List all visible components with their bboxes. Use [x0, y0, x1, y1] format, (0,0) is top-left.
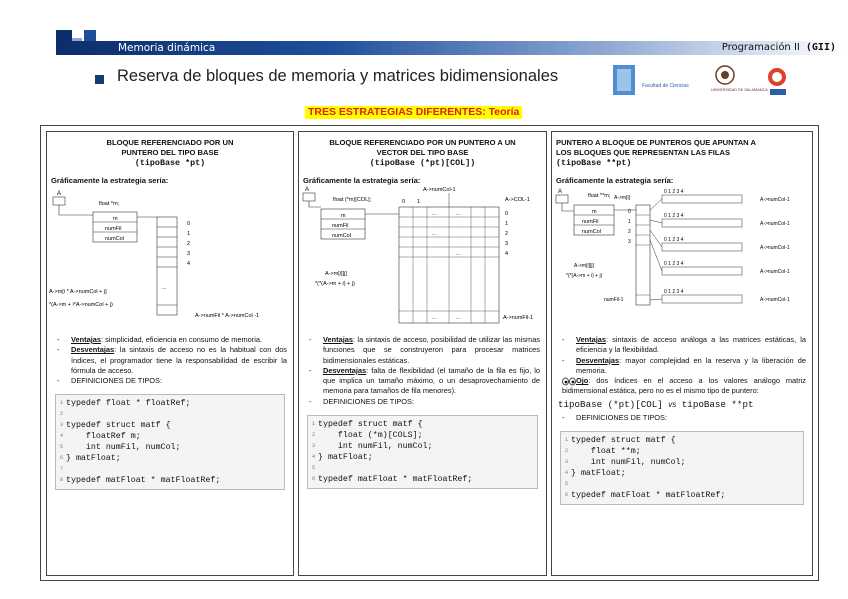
code-line: } matFloat; [318, 453, 373, 463]
type-right: tipoBase **pt [681, 398, 754, 410]
row-index-3: 3 [505, 241, 509, 247]
index-0: 0 [187, 221, 191, 227]
disadvantages-item [57, 345, 287, 376]
advantages-item [57, 335, 287, 345]
column-strategy-2 [298, 131, 547, 576]
logo-text-faculty: Facultad de Ciencias [642, 83, 689, 89]
notes-list [552, 413, 812, 423]
title-line-1: BLOQUE REFERENCIADO POR UN [106, 138, 234, 147]
code-block: 1 typedef struct matf { 2 float **m; 3 int numFil, numCol; 4 } matFloat; 5 6 typedef matFloat * matFloatRef; [560, 431, 804, 505]
title-code: (tipoBase (*pt)[COL]) [369, 158, 476, 168]
row-block [650, 195, 742, 303]
disadvantages-text: : falta de flexibilidad (el tamaño de la fila es fijo, lo que implica un tamaño máximo, o un desaprovechamiento de memoria para tamaños de fila menores). [323, 365, 540, 396]
access-expr-2: *(*(A->m + i) + j) [315, 281, 355, 287]
access-expr-2: *(A->m + i*A->numCol + j) [49, 302, 113, 308]
bullet-square [95, 75, 104, 84]
column-strategy-3 [551, 131, 813, 576]
code-line: typedef matFloat * matFloatRef; [318, 475, 473, 485]
typedefs-item: - DEFINICIONES DE TIPOS: [57, 376, 287, 386]
code-line: int numFil, numCol; [571, 458, 686, 468]
row-end-label: A->numCol-1 [760, 197, 790, 203]
advantages-item [309, 335, 540, 366]
matrix-dots: ... [432, 211, 437, 217]
code-line: int numFil, numCol; [66, 443, 181, 453]
row-end-label: A->numCol-1 [760, 221, 790, 227]
diagram-svg [299, 185, 547, 335]
vs-word: vs [668, 399, 677, 409]
section-title: Memoria dinámica [118, 42, 216, 54]
advantages-label: Ventajas [323, 335, 353, 344]
access-expr-1: A->m[i][j] [325, 271, 347, 277]
title-code: (tipoBase *pt) [134, 158, 206, 168]
typedefs-item: - DEFINICIONES DE TIPOS: [309, 397, 540, 407]
advantages-text: : simplicidad, eficiencia en consumo de memoria. [101, 335, 263, 344]
column-strategy-1 [46, 131, 294, 576]
pointer-arrow [562, 203, 574, 211]
access-expr-2: *(*(A->m + i) + j) [566, 273, 603, 279]
numfil-label: numFil-1 [604, 297, 624, 303]
row-index-1: 1 [505, 221, 509, 227]
title-code: (tipoBase **pt) [556, 158, 632, 168]
code-line: int numFil, numCol; [318, 442, 433, 452]
type-left: tipoBase (*pt)[COL] [558, 398, 663, 410]
bottom-label: A->numFil-1 [503, 315, 534, 321]
declaration: float (*m)[COL]; [333, 197, 372, 203]
field-numcol: numCol [582, 229, 601, 235]
notes-list [299, 335, 546, 407]
row-index-2: 2 [628, 229, 631, 235]
advantages-item [562, 335, 806, 356]
pointer-box [556, 195, 568, 203]
pointer-label: A [558, 189, 563, 195]
disadvantages-label: Desventajas [576, 355, 620, 365]
code-line: floatRef m; [66, 432, 141, 442]
index-2: 2 [187, 241, 191, 247]
disadvantages-label: Desventajas [71, 345, 115, 355]
code-line: typedef matFloat * matFloatRef; [66, 476, 221, 486]
matrix-dots: ... [432, 231, 437, 237]
row-index-0: 0 [505, 211, 509, 217]
typedefs-item: - DEFINICIONES DE TIPOS: [562, 413, 806, 423]
code-line: typedef matFloat * matFloatRef; [571, 491, 726, 501]
university-logos [610, 61, 800, 101]
index-3: 3 [187, 251, 191, 257]
column-title [47, 138, 293, 168]
eyes-icon [562, 377, 576, 386]
strategies-banner: TRES ESTRATEGIAS DIFERENTES: Teoría [305, 106, 522, 119]
code-line: float (*m)[COLS]; [318, 431, 423, 441]
am-label: A->m[i] [614, 195, 630, 201]
disadvantages-text: : la sintaxis de acceso no es la habitual con dos índices, el programador tiene la responsabilidad de escribir la fórmula de acceso. [71, 345, 287, 375]
course-prefix: Programación II [721, 42, 800, 53]
pointer-box [303, 193, 315, 201]
course-code: (GII) [805, 42, 836, 53]
pointer-label: A [57, 191, 62, 197]
code-block: 1 typedef struct matf { 2 float (*m)[COLS]; 3 int numFil, numCol; 4 } matFloat; 5 6 typedef matFloat * matFloatRef; [307, 415, 538, 489]
row-head-labels: 0 1 2 3 4 [664, 189, 684, 195]
matrix-dots: ... [432, 315, 437, 321]
memory-block [157, 217, 177, 315]
title-line-2: PUNTERO DEL TIPO BASE [121, 148, 219, 157]
diagram-svg [552, 185, 813, 335]
row-end-label: A->numCol-1 [760, 269, 790, 275]
matrix-dots: ... [456, 211, 461, 217]
field-numfil: numFil [105, 226, 122, 232]
warning-text: : dos índices en el acceso a los valores análogo matriz bidimensional estática, pero no es el mismo tipo de puntero: [562, 376, 806, 396]
disadvantages-item [309, 366, 540, 397]
notes-list [552, 335, 812, 397]
pointer-box [53, 197, 65, 205]
field-numcol: numCol [105, 236, 124, 242]
pointer-block [636, 205, 650, 305]
access-expr-1: A->m[i][j] [574, 263, 594, 269]
row-end-label: A->numCol-1 [760, 297, 790, 303]
field-m: m [341, 213, 346, 219]
column-title [299, 138, 546, 168]
block-dots: ... [162, 285, 167, 291]
row-head-labels: 0 1 2 3 4 [664, 237, 684, 243]
index-4: 4 [187, 261, 191, 267]
code-line: typedef struct matf { [66, 421, 171, 431]
warning-label: Ojo [576, 376, 589, 386]
diagram-svg [47, 185, 294, 335]
logo-text-university: UNIVERSIDAD DE SALAMANCA [711, 88, 768, 92]
code-line: typedef struct matf { [318, 420, 423, 430]
row-head-labels: 0 1 2 3 4 [664, 289, 684, 295]
last-index: A->numFil * A->numCol -1 [195, 313, 260, 319]
code-line: typedef struct matf { [571, 436, 676, 446]
memory-diagram [552, 185, 812, 335]
pointer-arrow [309, 201, 321, 207]
disadvantages-label: Desventajas [323, 365, 367, 375]
graph-label: Gráficamente la estrategia sería: [303, 176, 421, 185]
title-line-2: LOS BLOQUES QUE REPRESENTAN LAS FILAS [556, 148, 731, 157]
row-index-3: 3 [628, 239, 631, 245]
graph-label: Gráficamente la estrategia sería: [556, 176, 674, 185]
field-m: m [113, 216, 118, 222]
declaration: float **m; [588, 193, 611, 199]
title-line-1: BLOQUE REFERENCIADO POR UN PUNTERO A UN [329, 138, 516, 147]
memory-diagram [299, 185, 546, 335]
advantages-label: Ventajas [576, 335, 606, 344]
col-0-label: 0 [402, 199, 406, 205]
matrix-dots: ... [456, 315, 461, 321]
graph-label: Gráficamente la estrategia sería: [51, 176, 169, 185]
access-expr-1: A->m[i * A->numCol + j] [49, 289, 107, 295]
col-1-label: 1 [417, 199, 421, 205]
page-title: Reserva de bloques de memoria y matrices bidimensionales [117, 67, 559, 85]
pointer-arrow [59, 205, 93, 215]
code-line: float **m; [571, 447, 641, 457]
declaration: float *m; [99, 201, 120, 207]
advantages-text: : la sintaxis de acceso, posibilidad de utilizar las mismas funciones que se construyeron para procesar matrices bidimensionales estáticas. [323, 335, 540, 365]
pointer-label: A [305, 187, 310, 193]
memory-diagram [47, 185, 293, 335]
row-end-label: A->numCol-1 [760, 245, 790, 251]
field-numfil: numFil [582, 219, 599, 225]
disadvantages-item [562, 356, 806, 377]
right-top-label: A->COL-1 [505, 197, 530, 203]
field-numcol: numCol [332, 233, 351, 239]
code-line: } matFloat; [571, 469, 626, 479]
matrix-dots: ... [456, 251, 461, 257]
title-line-2: VECTOR DEL TIPO BASE [376, 148, 469, 157]
index-1: 1 [187, 231, 191, 237]
disadvantages-text: : mayor complejidad en la reserva y la liberación de memoria. [576, 355, 806, 375]
advantages-label: Ventajas [71, 335, 101, 344]
row-head-labels: 0 1 2 3 4 [664, 261, 684, 267]
code-line: typedef float * floatRef; [66, 399, 191, 409]
field-numfil: numFil [332, 223, 349, 229]
advantages-text: : sintaxis de acceso análoga a las matrices estáticas, la eficiencia y la flexibilidad. [576, 335, 806, 355]
row-head-labels: 0 1 2 3 4 [664, 213, 684, 219]
course-name [722, 41, 836, 55]
column-title [552, 138, 812, 168]
code-line: } matFloat; [66, 454, 121, 464]
row-index-4: 4 [505, 251, 509, 257]
code-block: 1 typedef float * floatRef; 2 3 typedef struct matf { 4 floatRef m; 5 int numFil, numCol; 6 } matFloat; 7 8 typedef matFloat * matFloatRef; [55, 394, 285, 490]
row-index-1: 1 [628, 219, 631, 225]
warning-item [562, 376, 806, 397]
row-index-0: 0 [628, 209, 631, 215]
title-line-1: PUNTERO A BLOQUE DE PUNTEROS QUE APUNTAN A [556, 138, 756, 147]
notes-list [47, 335, 293, 386]
top-label: A->numCol-1 [423, 187, 456, 193]
field-m: m [592, 209, 597, 215]
type-comparison [558, 399, 812, 410]
row-index-2: 2 [505, 231, 509, 237]
